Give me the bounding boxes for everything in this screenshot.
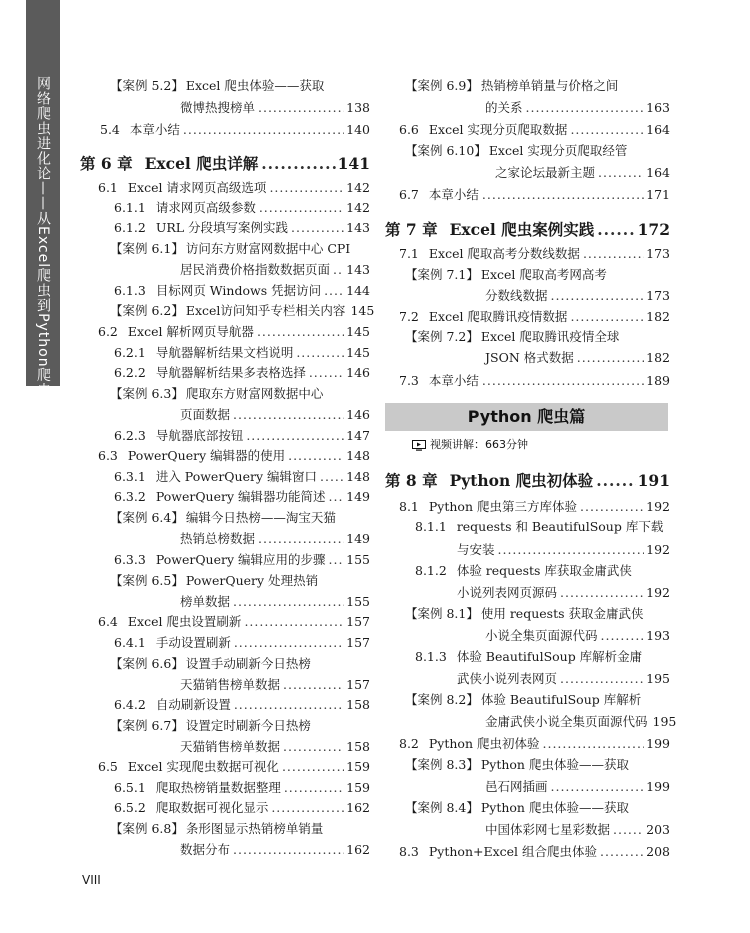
toc-page-number: 173 (646, 288, 670, 303)
toc-entry-title: 目标网页 Windows 凭据访问 (155, 283, 322, 298)
side-tab-title: 网络爬虫进化论——从Excel爬虫到Python爬虫 (35, 76, 51, 398)
toc-entry-title: 导航器解析结果多表格选择 (155, 365, 306, 380)
toc-entry-title: 爬取东方财富网数据中心 (185, 386, 324, 401)
toc-page-number: 157 (346, 614, 370, 629)
toc-case-entry (385, 264, 670, 306)
toc-page-number: 140 (346, 122, 370, 137)
toc-page-number: 163 (646, 100, 670, 115)
toc-leader-dots (580, 496, 644, 517)
toc-section-entry (385, 496, 670, 517)
toc-entry-number: 7.3 (399, 373, 419, 388)
toc-entry-number: 6.1.2 (114, 220, 146, 235)
toc-leader-dots (543, 733, 645, 754)
toc-entry-number: 【案例 6.10】 (405, 143, 487, 158)
toc-page-number: 148 (346, 469, 370, 484)
toc-page-number: 199 (646, 779, 670, 794)
toc-entry-number: 【案例 6.8】 (110, 821, 184, 836)
toc-entry-title: Excel 实现分页爬取经管 (488, 143, 628, 158)
toc-entry-number: 【案例 6.9】 (405, 78, 479, 93)
toc-section-entry (385, 646, 670, 689)
toc-page-number: 145 (350, 303, 375, 318)
toc-leader-dots (482, 184, 644, 205)
toc-entry-title: 体验 BeautifulSoup 库解析金庸 (456, 649, 643, 664)
toc-page-number: 192 (646, 542, 670, 557)
toc-section-entry (80, 445, 370, 466)
toc-entry-number: 【案例 7.1】 (405, 267, 479, 282)
toc-entry-title: requests 和 BeautifulSoup 库下载 (456, 519, 664, 534)
toc-entry-number: 6.5.2 (114, 800, 146, 815)
toc-entry-title: 爬取数据可视化显示 (155, 800, 269, 815)
toc-entry-title-continued: 邑石网插画 (485, 779, 548, 794)
toc-leader-dots (613, 819, 644, 840)
toc-entry-title: Excel 实现分页爬取数据 (428, 122, 568, 137)
toc-section-entry (80, 177, 370, 198)
toc-entry-number: 【案例 6.7】 (110, 718, 184, 733)
toc-entry-title: PowerQuery 处理热销 (185, 573, 319, 588)
toc-entry-title-continued: JSON 格式数据 (485, 350, 574, 365)
toc-leader-dots (258, 528, 344, 549)
toc-page-number: 158 (346, 739, 370, 754)
toc-entry-title-continued: 武侠小说列表网页 (457, 671, 558, 686)
toc-leader-dots (598, 162, 644, 183)
toc-page-number: 148 (346, 448, 370, 463)
toc-entry-number: 8.1 (399, 499, 419, 514)
toc-entry-title-continued: 与安装 (457, 542, 495, 557)
toc-entry-title: 本章小结 (428, 373, 479, 388)
toc-entry-number: 8.1.2 (415, 563, 447, 578)
toc-entry-title: 体验 BeautifulSoup 库解析 (480, 692, 642, 707)
toc-leader-dots (320, 466, 344, 487)
toc-entry-number: 6.3.1 (114, 469, 146, 484)
toc-section-entry (385, 560, 670, 603)
toc-entry-number: 第 6 章 (80, 154, 133, 173)
toc-entry-title: 体验 requests 库获取金庸武侠 (456, 563, 632, 578)
toc-entry-number: 7.1 (399, 246, 419, 261)
toc-entry-title: 使用 requests 获取金庸武侠 (480, 606, 644, 621)
toc-entry-number: 【案例 5.2】 (110, 78, 184, 93)
toc-entry-number: 第 8 章 (385, 471, 438, 490)
toc-section-entry (80, 486, 370, 507)
toc-page-number: 149 (346, 531, 370, 546)
toc-entry-number: 6.4.1 (114, 635, 146, 650)
toc-entry-title-continued: 的关系 (485, 100, 523, 115)
toc-chapter-entry (385, 468, 670, 494)
toc-entry-title: Excel 请求网页高级选项 (127, 180, 267, 195)
toc-leader-dots (283, 674, 344, 695)
toc-entry-title: 设置手动刷新今日热榜 (185, 656, 311, 671)
toc-page-number: 192 (646, 585, 670, 600)
toc-section-entry (385, 370, 670, 391)
toc-entry-number: 6.5.1 (114, 780, 146, 795)
toc-case-entry (385, 75, 670, 118)
toc-entry-number: 6.2.1 (114, 345, 146, 360)
toc-leader-dots (570, 306, 644, 327)
toc-entry-number: 7.2 (399, 309, 419, 324)
toc-entry-number: 【案例 6.5】 (110, 573, 184, 588)
toc-page-number: 141 (337, 154, 370, 173)
toc-section-entry (80, 756, 370, 777)
toc-entry-title: Python 爬虫第三方库体验 (428, 499, 577, 514)
toc-entry-number: 6.1 (98, 180, 118, 195)
toc-case-entry (80, 653, 370, 695)
toc-section-entry (80, 425, 370, 446)
toc-entry-title-continued: 分数线数据 (485, 288, 548, 303)
video-icon (412, 440, 426, 451)
toc-page-number: 195 (646, 671, 670, 686)
toc-leader-dots (271, 797, 344, 818)
section-banner-title: Python 爬虫篇 (385, 403, 668, 431)
toc-entry-number: 6.6 (399, 122, 419, 137)
toc-page-number: 143 (346, 262, 370, 277)
toc-case-entry (80, 715, 370, 757)
toc-section-entry (80, 466, 370, 487)
toc-entry-number: 6.7 (399, 187, 419, 202)
toc-entry-number: 6.3.3 (114, 552, 146, 567)
toc-entry-number: 【案例 6.1】 (110, 241, 184, 256)
toc-entry-title: PowerQuery 编辑应用的步骤 (155, 552, 326, 567)
toc-case-entry (80, 383, 370, 425)
toc-page-number: 155 (346, 552, 370, 567)
toc-entry-title: 编辑今日热榜——淘宝天猫 (185, 510, 336, 525)
toc-entry-title: 设置定时刷新今日热榜 (185, 718, 311, 733)
toc-page-number: 191 (637, 471, 670, 490)
toc-case-entry (385, 689, 677, 732)
toc-leader-dots (259, 197, 344, 218)
toc-leader-dots (291, 217, 344, 238)
toc-section-entry (80, 362, 370, 383)
toc-leader-dots (258, 97, 344, 118)
toc-entry-title-continued: 之家论坛最新主题 (495, 165, 596, 180)
toc-page-number: 142 (346, 200, 370, 215)
toc-section-entry (80, 777, 370, 798)
toc-page-number: 164 (646, 165, 670, 180)
toc-case-entry (80, 507, 370, 549)
toc-leader-dots (551, 285, 645, 306)
toc-page-number: 189 (646, 373, 670, 388)
toc-entry-title-continued: 热销总榜数据 (180, 531, 256, 546)
toc-entry-title: 进入 PowerQuery 编辑窗口 (155, 469, 317, 484)
toc-leader-dots (288, 445, 344, 466)
toc-section-entry (385, 841, 670, 862)
toc-page-number: 159 (346, 780, 370, 795)
toc-page-number: 193 (646, 628, 670, 643)
toc-page-number: 182 (646, 350, 670, 365)
toc-entry-title: Excel 实现爬虫数据可视化 (127, 759, 279, 774)
toc-case-entry (80, 300, 375, 321)
toc-section-entry (385, 733, 670, 754)
toc-page-number: 157 (346, 635, 370, 650)
toc-entry-title-continued: 榜单数据 (180, 594, 231, 609)
toc-section-entry (80, 321, 370, 342)
toc-case-entry (385, 603, 670, 646)
toc-page-number: 199 (646, 736, 670, 751)
toc-entry-title: Excel 爬取腾讯疫情数据 (428, 309, 568, 324)
toc-leader-dots (233, 839, 344, 860)
toc-leader-dots (329, 486, 345, 507)
toc-entry-number: 6.5 (98, 759, 118, 774)
toc-entry-number: 8.1.1 (415, 519, 447, 534)
toc-leader-dots (498, 539, 645, 560)
toc-entry-title: 导航器解析结果文档说明 (155, 345, 294, 360)
toc-entry-title: Excel 爬虫体验——获取 (185, 78, 325, 93)
toc-section-entry (80, 549, 370, 570)
toc-page-number: 155 (346, 594, 370, 609)
toc-entry-title: 导航器底部按钮 (155, 428, 244, 443)
toc-leader-dots (526, 97, 645, 118)
toc-leader-dots (246, 425, 344, 446)
toc-entry-title: Excel 爬取高考分数线数据 (428, 246, 580, 261)
toc-entry-title: 手动设置刷新 (155, 635, 231, 650)
toc-case-entry (80, 238, 370, 280)
toc-entry-number: 【案例 6.6】 (110, 656, 184, 671)
toc-page-number: 203 (646, 822, 670, 837)
toc-page-number: 171 (646, 187, 670, 202)
toc-section-entry (80, 217, 370, 238)
toc-leader-dots (333, 259, 344, 280)
toc-leader-dots (283, 736, 344, 757)
toc-leader-dots (257, 321, 344, 342)
toc-section-entry (80, 632, 370, 653)
toc-entry-title: Python 爬虫体验——获取 (480, 800, 629, 815)
toc-entry-title: Excel 爬虫设置刷新 (127, 614, 242, 629)
toc-section-entry (80, 694, 370, 715)
toc-leader-dots (482, 370, 644, 391)
toc-case-entry (385, 754, 670, 797)
toc-entry-title: Excel 爬取高考网高考 (480, 267, 607, 282)
toc-entry-number: 6.2 (98, 324, 118, 339)
toc-page-number: 158 (346, 697, 370, 712)
toc-leader-dots (309, 362, 344, 383)
toc-leader-dots (570, 119, 644, 140)
toc-page-number: 142 (346, 180, 370, 195)
toc-entry-title: Python 爬虫初体验 (428, 736, 540, 751)
toc-case-entry (385, 326, 670, 368)
toc-entry-title: PowerQuery 编辑器功能简述 (155, 489, 326, 504)
toc-leader-dots (183, 119, 344, 140)
toc-leader-dots (324, 280, 344, 301)
toc-leader-dots (583, 243, 644, 264)
toc-entry-number: 6.4.2 (114, 697, 146, 712)
toc-page-number: 143 (346, 220, 370, 235)
toc-page-number: 147 (346, 428, 370, 443)
toc-entry-title-continued: 页面数据 (180, 407, 231, 422)
video-info (412, 437, 528, 453)
toc-entry-title: Excel 爬虫案例实践 (449, 220, 595, 239)
toc-entry-title-continued: 天猫销售榜单数据 (180, 739, 281, 754)
toc-page-number: 164 (646, 122, 670, 137)
toc-page-number: 173 (646, 246, 670, 261)
toc-entry-title-continued: 居民消费价格指数数据页面 (180, 262, 331, 277)
toc-entry-number: 【案例 8.2】 (405, 692, 479, 707)
toc-section-entry (385, 243, 670, 264)
toc-entry-number: 8.3 (399, 844, 419, 859)
toc-section-entry (80, 797, 370, 818)
toc-entry-title: Excel访问知乎专栏相关内容 (185, 303, 346, 318)
toc-page-number: 157 (346, 677, 370, 692)
toc-entry-number: 6.3 (98, 448, 118, 463)
toc-entry-title: Excel 解析网页导航器 (127, 324, 254, 339)
toc-entry-number: 【案例 6.3】 (110, 386, 184, 401)
toc-leader-dots (233, 404, 344, 425)
toc-page-number: 162 (346, 800, 370, 815)
toc-entry-title: 本章小结 (129, 122, 180, 137)
toc-leader-dots (269, 177, 344, 198)
toc-page-number: 172 (637, 220, 670, 239)
toc-leader-dots (560, 668, 644, 689)
toc-entry-title-continued: 小说列表网页源码 (457, 585, 558, 600)
toc-chapter-entry (385, 217, 670, 243)
toc-page-number: 208 (646, 844, 670, 859)
toc-entry-number: 6.1.3 (114, 283, 146, 298)
toc-entry-title: 爬取热榜销量数据整理 (155, 780, 281, 795)
toc-leader-dots (596, 468, 635, 494)
toc-entry-number: 6.4 (98, 614, 118, 629)
toc-leader-dots (597, 217, 635, 243)
toc-page-number: 144 (346, 283, 370, 298)
toc-entry-number: 【案例 7.2】 (405, 329, 479, 344)
toc-leader-dots (296, 342, 344, 363)
toc-entry-title: Python+Excel 组合爬虫体验 (428, 844, 598, 859)
toc-leader-dots (560, 582, 644, 603)
toc-section-entry (80, 119, 370, 140)
toc-section-entry (385, 516, 670, 560)
toc-case-entry (385, 140, 670, 183)
toc-leader-dots (234, 694, 344, 715)
toc-case-entry (80, 818, 370, 860)
toc-entry-title-continued: 天猫销售榜单数据 (180, 677, 281, 692)
toc-leader-dots (551, 776, 645, 797)
toc-page-number: 146 (346, 365, 370, 380)
toc-leader-dots (261, 151, 335, 177)
toc-page-number: 145 (346, 345, 370, 360)
toc-entry-title: PowerQuery 编辑器的使用 (127, 448, 286, 463)
toc-case-entry (80, 75, 370, 118)
toc-page-number: 159 (346, 759, 370, 774)
toc-entry-title-continued: 金庸武侠小说全集页面源代码 (485, 714, 648, 729)
toc-leader-dots (329, 549, 345, 570)
toc-section-entry (385, 306, 670, 327)
toc-entry-title: Excel 爬取腾讯疫情全球 (480, 329, 620, 344)
toc-entry-title: Excel 爬虫详解 (144, 154, 259, 173)
toc-leader-dots (244, 611, 344, 632)
toc-entry-number: 5.4 (100, 122, 120, 137)
toc-page-number: 195 (652, 714, 677, 729)
toc-entry-number: 6.2.3 (114, 428, 146, 443)
toc-section-entry (80, 342, 370, 363)
toc-entry-number: 【案例 6.4】 (110, 510, 184, 525)
toc-entry-number: 8.1.3 (415, 649, 447, 664)
toc-entry-title: 访问东方财富网数据中心 CPI (185, 241, 351, 256)
toc-section-entry (80, 611, 370, 632)
toc-entry-title: Python 爬虫体验——获取 (480, 757, 629, 772)
toc-entry-title-continued: 数据分布 (180, 842, 231, 857)
toc-case-entry (385, 797, 670, 840)
toc-entry-title-continued: 微博热搜榜单 (180, 100, 256, 115)
toc-entry-number: 【案例 8.1】 (405, 606, 479, 621)
toc-leader-dots (284, 777, 344, 798)
toc-page-number: 192 (646, 499, 670, 514)
toc-section-entry (80, 280, 370, 301)
toc-section-entry (80, 197, 370, 218)
toc-entry-title: Python 爬虫初体验 (449, 471, 594, 490)
toc-entry-number: 6.1.1 (114, 200, 146, 215)
toc-entry-number: 【案例 6.2】 (110, 303, 184, 318)
toc-entry-number: 第 7 章 (385, 220, 438, 239)
toc-section-entry (385, 184, 670, 205)
toc-chapter-entry (80, 151, 370, 177)
toc-entry-title: 热销榜单销量与价格之间 (480, 78, 619, 93)
toc-entry-title-continued: 小说全集页面源代码 (485, 628, 598, 643)
video-label: 视频讲解：663分钟 (430, 438, 528, 451)
toc-leader-dots (234, 632, 344, 653)
toc-entry-number: 【案例 8.3】 (405, 757, 479, 772)
toc-page-number: 146 (346, 407, 370, 422)
toc-entry-title: 自动刷新设置 (155, 697, 231, 712)
toc-entry-number: 6.2.2 (114, 365, 146, 380)
toc-leader-dots (233, 591, 344, 612)
toc-entry-title: URL 分段填写案例实践 (155, 220, 289, 235)
toc-leader-dots (282, 756, 344, 777)
toc-case-entry (80, 570, 370, 612)
toc-entry-title-continued: 中国体彩网七星彩数据 (485, 822, 611, 837)
toc-leader-dots (577, 347, 644, 368)
toc-section-entry (385, 119, 670, 140)
toc-page-number: 145 (346, 324, 370, 339)
toc-page-number: 138 (346, 100, 370, 115)
toc-leader-dots (601, 625, 645, 646)
page-number: VIII (82, 873, 101, 887)
toc-page-number: 149 (346, 489, 370, 504)
toc-entry-number: 8.2 (399, 736, 419, 751)
toc-entry-title: 本章小结 (428, 187, 479, 202)
toc-entry-title: 条形图显示热销榜单销量 (185, 821, 324, 836)
toc-entry-title: 请求网页高级参数 (155, 200, 256, 215)
toc-leader-dots (600, 841, 644, 862)
toc-page-number: 182 (646, 309, 670, 324)
toc-entry-number: 6.3.2 (114, 489, 146, 504)
toc-page-number: 162 (346, 842, 370, 857)
toc-entry-number: 【案例 8.4】 (405, 800, 479, 815)
